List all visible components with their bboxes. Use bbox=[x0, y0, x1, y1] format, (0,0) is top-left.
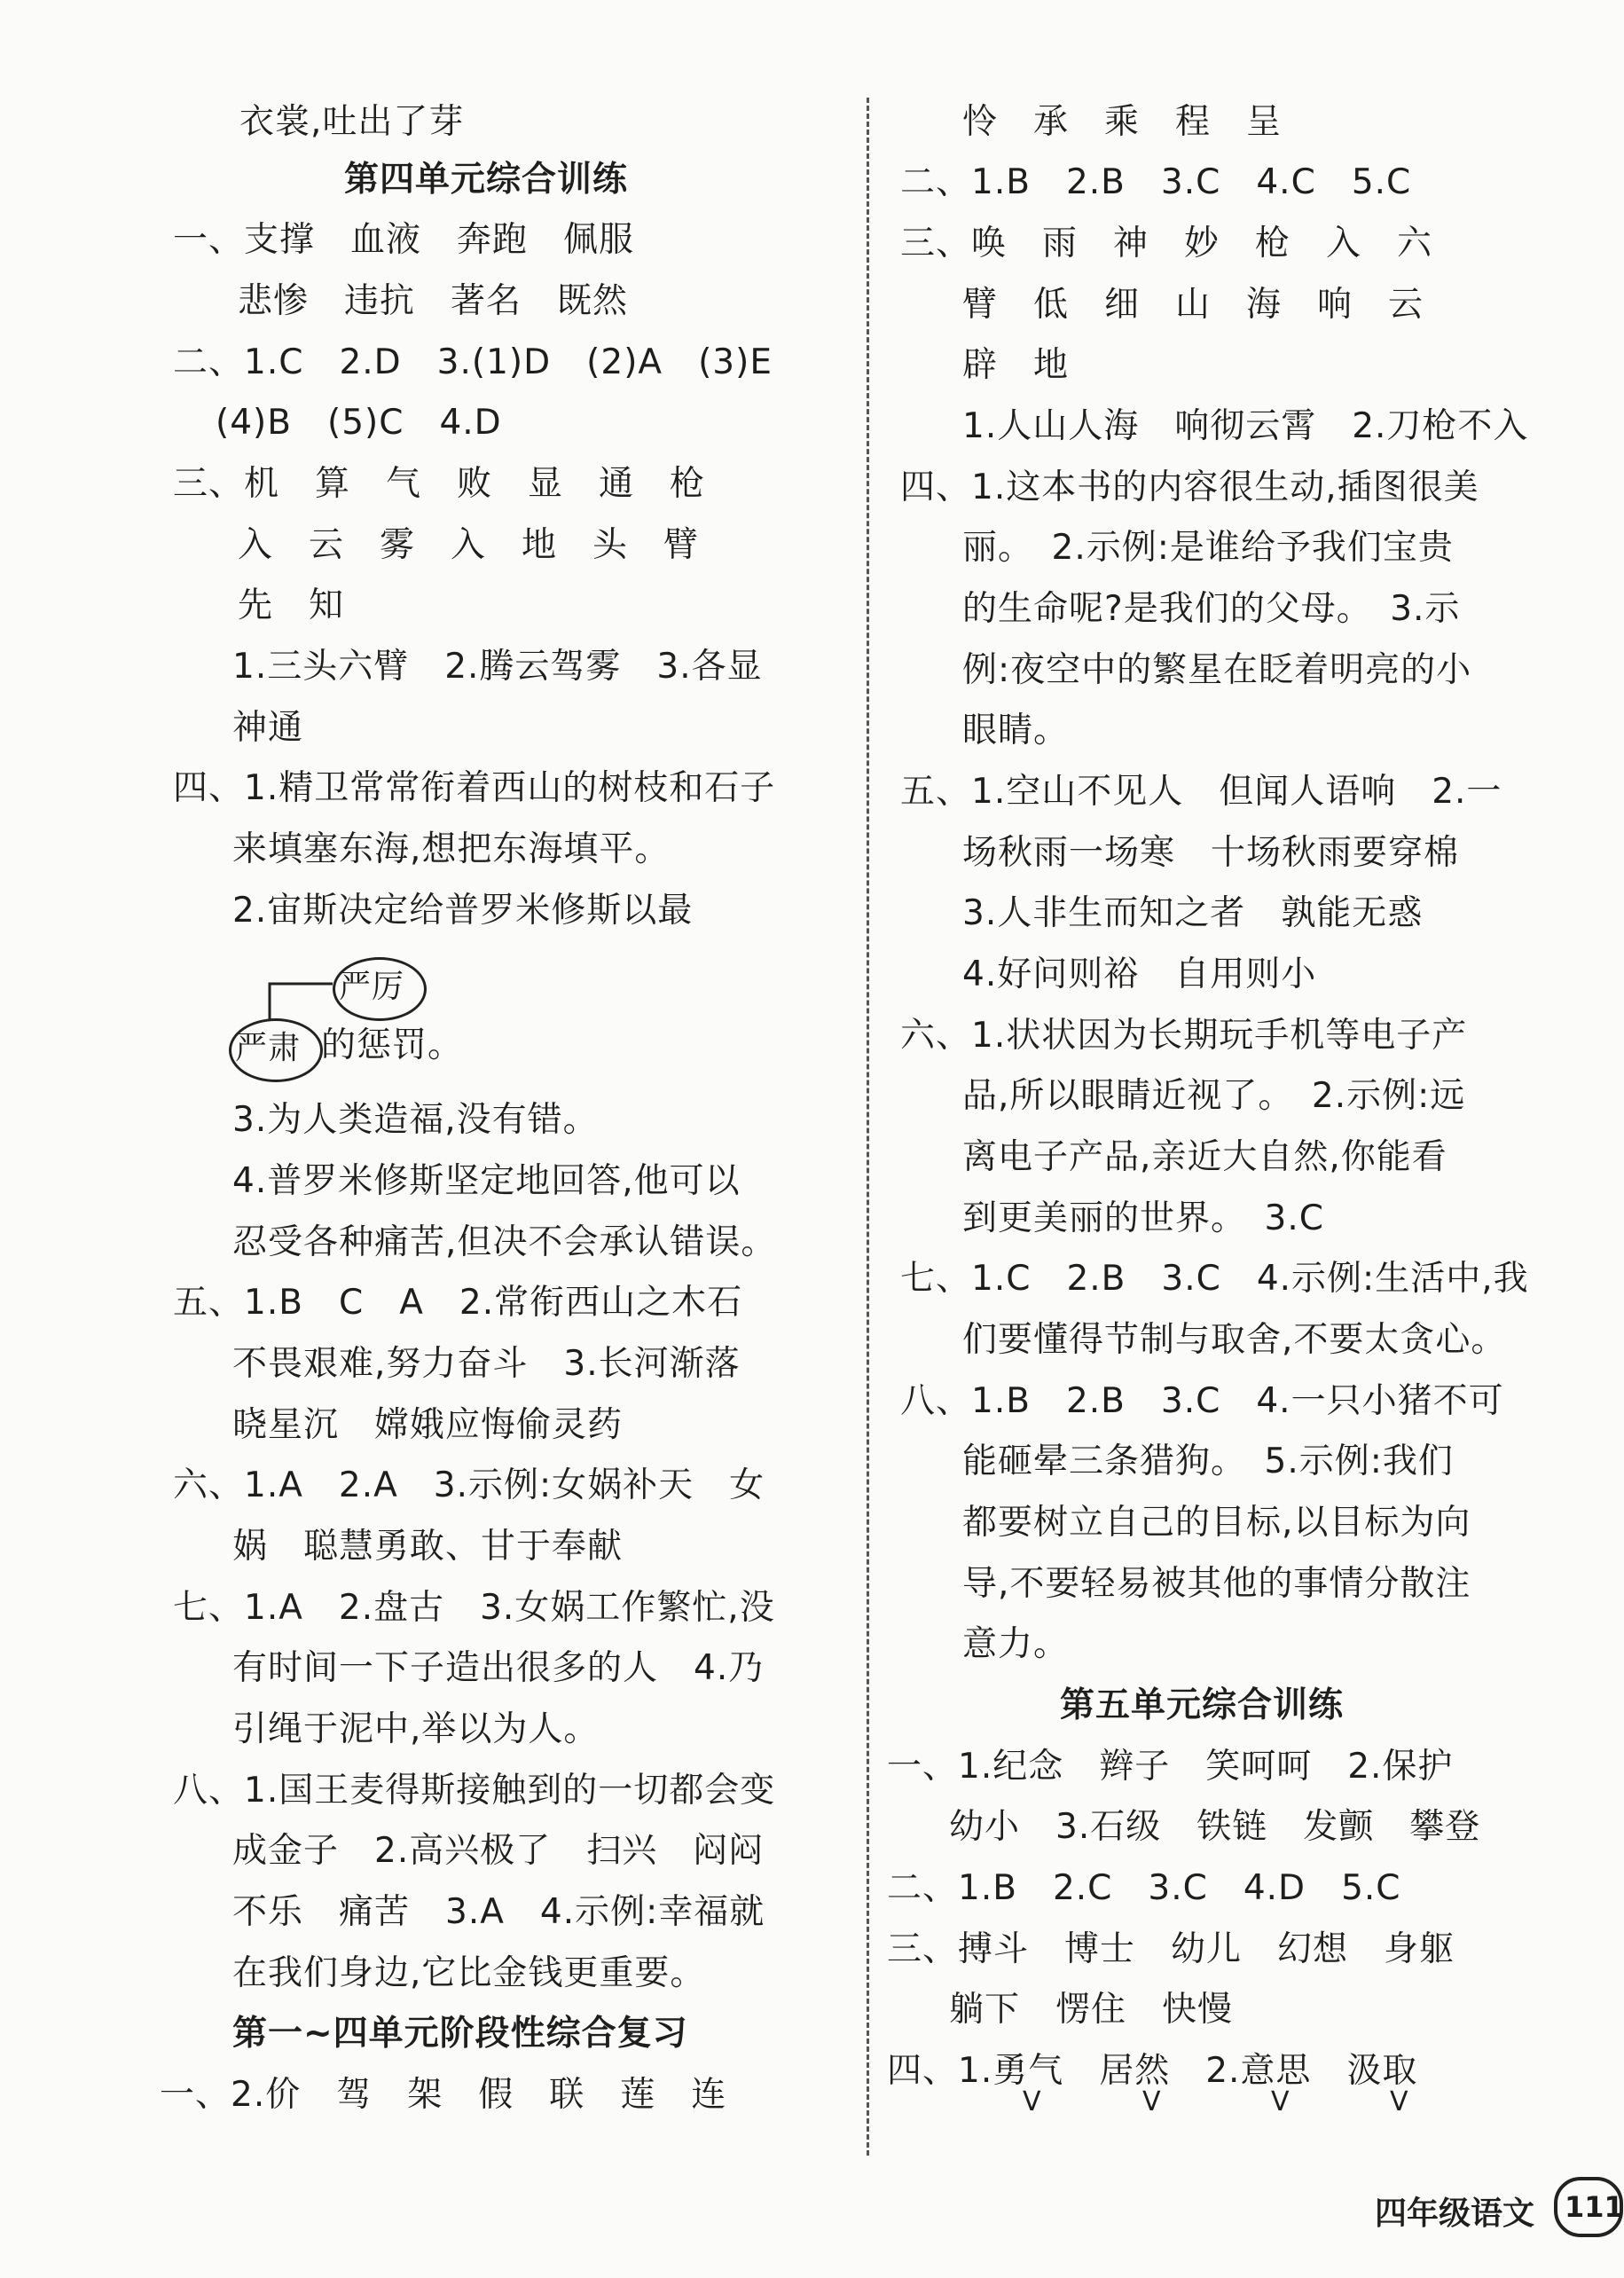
text-line: 离电子产品,亲近大自然,你能看 bbox=[962, 1137, 1447, 1177]
text-line: 的惩罚。 bbox=[321, 1025, 464, 1065]
text-line: 幼小 3.石级 铁链 发颤 攀登 bbox=[949, 1807, 1481, 1847]
text-line: 不畏艰难,努力奋斗 3.长河渐落 bbox=[232, 1344, 741, 1384]
text-line: 能砸晕三条猎狗。 5.示例:我们 bbox=[962, 1441, 1454, 1481]
text-line: 三、唤 雨 神 妙 枪 入 六 bbox=[900, 224, 1433, 263]
text-line: 八、1.B 2.B 3.C 4.一只小猪不可 bbox=[900, 1381, 1504, 1421]
text-line: 躺下 愣住 快慢 bbox=[949, 1990, 1234, 2030]
text-line: 衣裳,吐出了芽 bbox=[239, 102, 465, 142]
column-divider bbox=[867, 98, 869, 2156]
text-line: 五、1.B C A 2.常衔西山之木石 bbox=[173, 1283, 743, 1323]
text-line: 四、1.这本书的内容很生动,插图很美 bbox=[900, 467, 1479, 507]
text-line: 四、1.精卫常常衔着西山的树枝和石子 bbox=[173, 768, 776, 808]
circled-word-text: 严厉 bbox=[339, 969, 405, 1005]
text-line: 眼睛。 bbox=[962, 711, 1070, 750]
text-line: 2.宙斯决定给普罗米修斯以最 bbox=[232, 891, 694, 931]
text-line: 3.人非生而知之者 孰能无惑 bbox=[962, 893, 1424, 933]
text-line: 场秋雨一场寒 十场秋雨要穿棉 bbox=[962, 833, 1460, 873]
text-line: 来填塞东海,想把东海填平。 bbox=[232, 829, 671, 869]
text-line: 都要树立自己的目标,以目标为向 bbox=[962, 1503, 1471, 1543]
text-line: 有时间一下子造出很多的人 4.乃 bbox=[232, 1648, 765, 1688]
text-line: 们要懂得节制与取舍,不要太贪心。 bbox=[962, 1320, 1507, 1360]
text-line: 引绳于泥中,举以为人。 bbox=[232, 1709, 600, 1749]
text-line: 不乐 痛苦 3.A 4.示例:幸福就 bbox=[232, 1892, 765, 1932]
text-line: 丽。 2.示例:是谁给予我们宝贵 bbox=[962, 528, 1454, 568]
page-number-badge: 111 bbox=[1554, 2177, 1623, 2237]
text-line: 先 知 bbox=[238, 585, 345, 625]
text-line: 臂 低 细 山 海 响 云 bbox=[962, 285, 1424, 325]
text-line: (4)B (5)C 4.D bbox=[216, 403, 502, 443]
text-line: 七、1.C 2.B 3.C 4.示例:生活中,我 bbox=[900, 1259, 1529, 1299]
footer-label: 四年级语文 bbox=[1375, 2196, 1535, 2232]
text-line: 怜 承 乘 程 呈 bbox=[962, 102, 1283, 142]
circled-word bbox=[229, 1018, 323, 1082]
check-mark-icon: V bbox=[1142, 2086, 1161, 2117]
text-line: 二、1.C 2.D 3.(1)D (2)A (3)E bbox=[173, 342, 773, 382]
text-line: 导,不要轻易被其他的事情分散注 bbox=[962, 1564, 1471, 1604]
text-line: 六、1.A 2.A 3.示例:女娲补天 女 bbox=[173, 1465, 765, 1505]
text-line: 悲惨 违抗 著名 既然 bbox=[238, 281, 629, 321]
text-line: 三、机 算 气 败 显 通 枪 bbox=[173, 464, 706, 504]
text-line: 一、1.纪念 辫子 笑呵呵 2.保护 bbox=[887, 1747, 1454, 1787]
text-line: 品,所以眼睛近视了。 2.示例:远 bbox=[962, 1076, 1466, 1116]
text-line: 意力。 bbox=[962, 1624, 1070, 1664]
section-heading: 第五单元综合训练 bbox=[1060, 1685, 1345, 1725]
text-line: 四、1.勇气 居然 2.意思 汲取 bbox=[887, 2051, 1418, 2091]
circled-word bbox=[333, 957, 427, 1021]
text-line: 的生命呢?是我们的父母。 3.示 bbox=[962, 589, 1461, 629]
check-mark-icon: V bbox=[1023, 2086, 1041, 2117]
text-line: 五、1.空山不见人 但闻人语响 2.一 bbox=[900, 772, 1502, 812]
text-line: 六、1.状状因为长期玩手机等电子产 bbox=[900, 1016, 1468, 1056]
text-line: 入 云 雾 入 地 头 臂 bbox=[238, 525, 700, 565]
text-line: 八、1.国王麦得斯接触到的一切都会变 bbox=[173, 1771, 776, 1811]
text-line: 一、2.价 驾 架 假 联 莲 连 bbox=[160, 2075, 727, 2115]
text-line: 例:夜空中的繁星在眨着明亮的小 bbox=[962, 650, 1472, 690]
text-line: 七、1.A 2.盘古 3.女娲工作繁忙,没 bbox=[173, 1588, 775, 1628]
text-line: 神通 bbox=[232, 708, 304, 748]
check-mark-icon: V bbox=[1390, 2086, 1408, 2117]
text-line: 1.人山人海 响彻云霄 2.刀枪不入 bbox=[962, 406, 1529, 446]
text-line: 忍受各种痛苦,但决不会承认错误。 bbox=[232, 1222, 777, 1262]
text-line: 晓星沉 嫦娥应悔偷灵药 bbox=[232, 1405, 624, 1445]
text-line: 二、1.B 2.B 3.C 4.C 5.C bbox=[900, 162, 1412, 202]
text-line: 在我们身边,它比金钱更重要。 bbox=[232, 1953, 706, 1993]
text-line: 成金子 2.高兴极了 扫兴 闷闷 bbox=[232, 1831, 765, 1871]
text-line: 4.普罗米修斯坚定地回答,他可以 bbox=[232, 1161, 741, 1201]
text-line: 三、搏斗 博士 幼儿 幻想 身躯 bbox=[887, 1929, 1455, 1969]
text-line: 到更美丽的世界。 3.C bbox=[962, 1198, 1324, 1238]
circled-word-text: 严肃 bbox=[235, 1030, 302, 1066]
text-line: 二、1.B 2.C 3.C 4.D 5.C bbox=[887, 1868, 1401, 1908]
text-line: 3.为人类造福,没有错。 bbox=[232, 1100, 599, 1140]
text-line: 一、支撑 血液 奔跑 佩服 bbox=[173, 220, 635, 260]
text-line: 1.三头六臂 2.腾云驾雾 3.各显 bbox=[232, 647, 763, 687]
section-heading: 第四单元综合训练 bbox=[344, 160, 629, 200]
section-heading: 第一~四单元阶段性综合复习 bbox=[232, 2014, 688, 2054]
check-mark-icon: V bbox=[1271, 2086, 1290, 2117]
text-line: 娲 聪慧勇敢、甘于奉献 bbox=[232, 1527, 624, 1567]
text-line: 辟 地 bbox=[962, 345, 1070, 385]
text-line: 4.好问则裕 自用则小 bbox=[962, 954, 1317, 994]
